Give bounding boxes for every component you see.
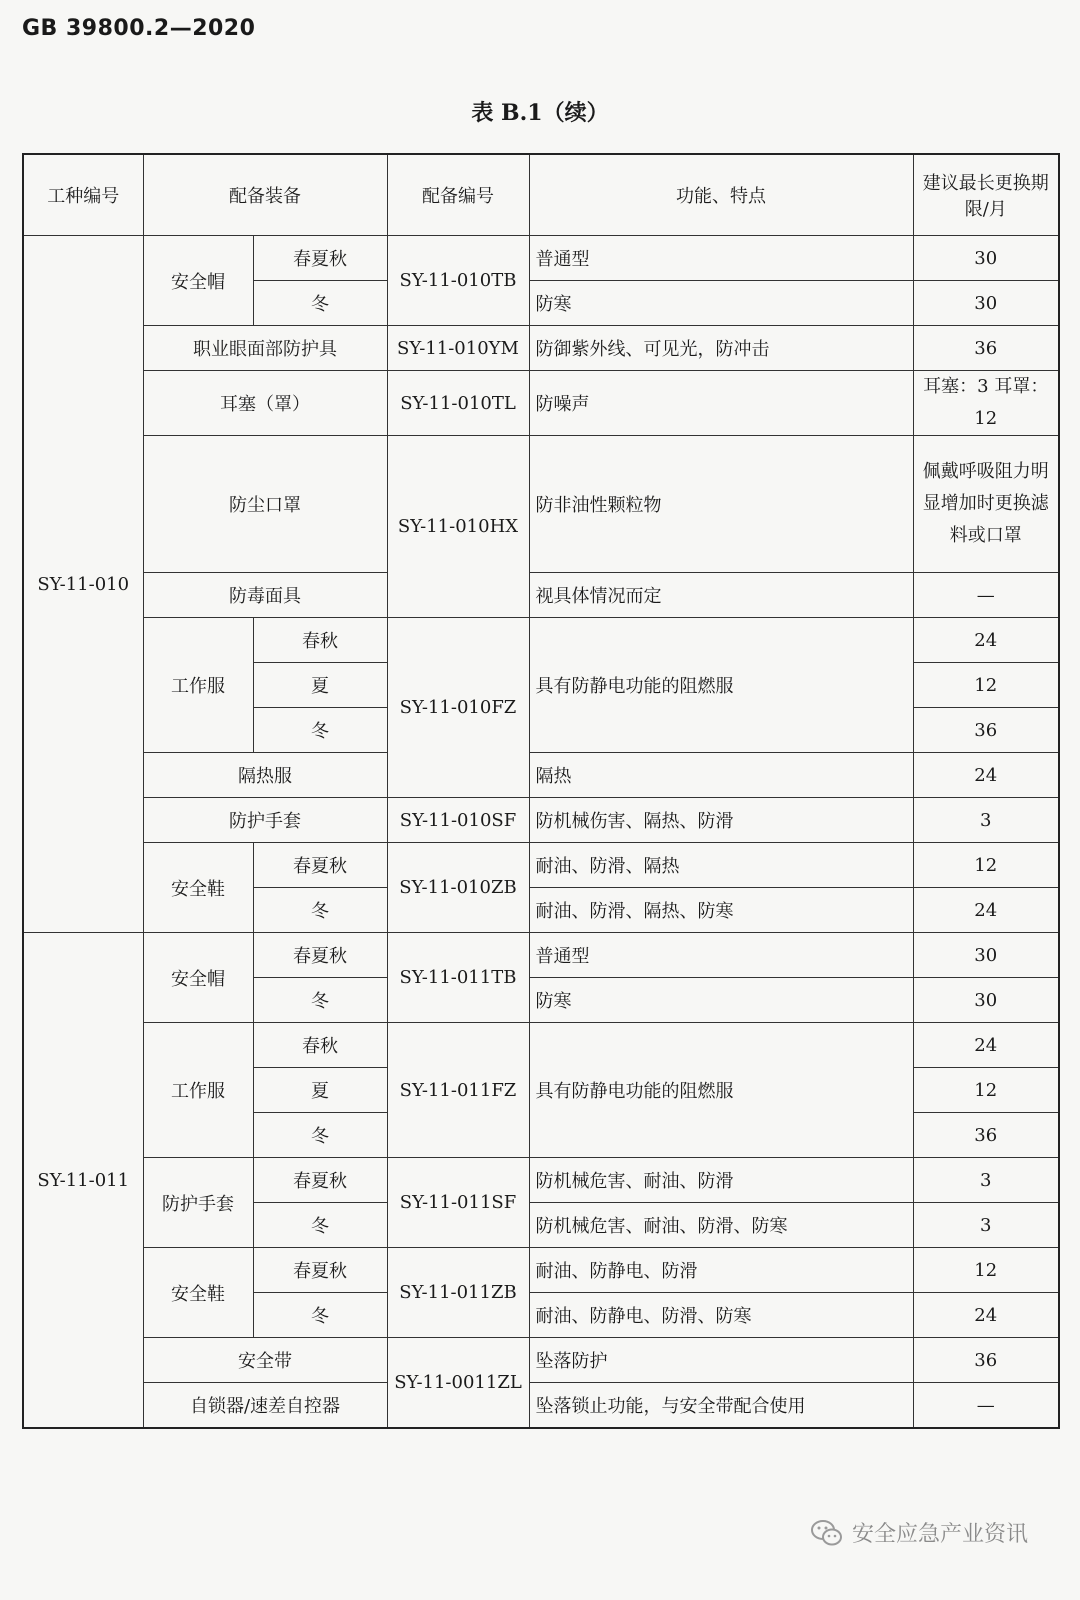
season-cell: 春夏秋 [253, 1158, 387, 1203]
equip-code-cell: SY-11-010ZB [387, 843, 529, 933]
function-cell: 防机械伤害、隔热、防滑 [529, 798, 913, 843]
table-title: 表 B.1（续） [471, 100, 609, 126]
equipment-cell: 自锁器/速差自控器 [143, 1383, 387, 1429]
table-row [23, 1338, 1059, 1383]
season-cell: 春夏秋 [253, 843, 387, 888]
period-cell: 30 [913, 236, 1059, 281]
season-cell: 春夏秋 [253, 236, 387, 281]
equip-code-cell: SY-11-0011ZL [387, 1338, 529, 1429]
function-cell: 耐油、防静电、防滑 [529, 1248, 913, 1293]
equipment-cell: 防毒面具 [143, 573, 387, 618]
period-cell: 24 [913, 1023, 1059, 1068]
table-row [23, 1158, 1059, 1203]
watermark [810, 1517, 1028, 1548]
job-code-cell: SY-11-010 [23, 236, 143, 933]
equip-code-cell: SY-11-010FZ [387, 618, 529, 798]
equipment-cell: 工作服 [143, 618, 253, 753]
period-cell: 12 [913, 1068, 1059, 1113]
period-cell: 36 [913, 1338, 1059, 1383]
period-cell: — [913, 1383, 1059, 1429]
table-row [23, 933, 1059, 978]
equip-code-cell: SY-11-010SF [387, 798, 529, 843]
table-row [23, 798, 1059, 843]
watermark-text: 安全应急产业资讯 [851, 1522, 1028, 1547]
period-cell: 佩戴呼吸阻力明显增加时更换滤料或口罩 [913, 436, 1059, 573]
season-cell: 冬 [253, 1113, 387, 1158]
equipment-cell: 安全鞋 [143, 1248, 253, 1338]
equip-code-cell: SY-11-010YM [387, 326, 529, 371]
function-cell: 具有防静电功能的阻燃服 [529, 618, 913, 753]
wechat-icon [810, 1519, 844, 1547]
period-cell: 36 [913, 1113, 1059, 1158]
equipment-cell: 隔热服 [143, 753, 387, 798]
column-header: 配备装备 [143, 154, 387, 236]
period-cell: 24 [913, 888, 1059, 933]
function-cell: 普通型 [529, 933, 913, 978]
table-row [23, 1248, 1059, 1293]
function-cell: 坠落锁止功能，与安全带配合使用 [529, 1383, 913, 1429]
season-cell: 冬 [253, 708, 387, 753]
function-cell: 防御紫外线、可见光，防冲击 [529, 326, 913, 371]
period-cell: 30 [913, 978, 1059, 1023]
table-row [23, 326, 1059, 371]
equipment-cell: 职业眼面部防护具 [143, 326, 387, 371]
equipment-cell: 安全帽 [143, 236, 253, 326]
equip-code-cell: SY-11-011ZB [387, 1248, 529, 1338]
function-cell: 耐油、防静电、防滑、防寒 [529, 1293, 913, 1338]
function-cell: 视具体情况而定 [529, 573, 913, 618]
function-cell: 耐油、防滑、隔热、防寒 [529, 888, 913, 933]
column-header: 建议最长更换期限/月 [913, 154, 1059, 236]
season-cell: 冬 [253, 888, 387, 933]
function-cell: 普通型 [529, 236, 913, 281]
period-cell: 24 [913, 1293, 1059, 1338]
equipment-cell: 工作服 [143, 1023, 253, 1158]
job-code-cell: SY-11-011 [23, 933, 143, 1429]
table-row [23, 618, 1059, 663]
season-cell: 冬 [253, 1293, 387, 1338]
table-row [23, 573, 1059, 618]
season-cell: 春秋 [253, 618, 387, 663]
equipment-cell: 安全鞋 [143, 843, 253, 933]
period-cell: 12 [913, 663, 1059, 708]
equipment-cell: 安全帽 [143, 933, 253, 1023]
period-cell: — [913, 573, 1059, 618]
period-cell: 30 [913, 933, 1059, 978]
season-cell: 春秋 [253, 1023, 387, 1068]
function-cell: 隔热 [529, 753, 913, 798]
column-header: 配备编号 [387, 154, 529, 236]
function-cell: 防非油性颗粒物 [529, 436, 913, 573]
equipment-table [22, 153, 1060, 1429]
period-cell: 30 [913, 281, 1059, 326]
season-cell: 夏 [253, 1068, 387, 1113]
equip-code-cell: SY-11-010TL [387, 371, 529, 436]
equipment-cell: 防尘口罩 [143, 436, 387, 573]
equip-code-cell: SY-11-010HX [387, 436, 529, 618]
function-cell: 坠落防护 [529, 1338, 913, 1383]
period-cell: 12 [913, 1248, 1059, 1293]
equip-code-cell: SY-11-011TB [387, 933, 529, 1023]
period-cell: 耳塞：3 耳罩：12 [913, 371, 1059, 436]
equipment-cell: 耳塞（罩） [143, 371, 387, 436]
equip-code-cell: SY-11-011SF [387, 1158, 529, 1248]
equip-code-cell: SY-11-011FZ [387, 1023, 529, 1158]
period-cell: 3 [913, 1203, 1059, 1248]
season-cell: 春夏秋 [253, 933, 387, 978]
period-cell: 12 [913, 843, 1059, 888]
season-cell: 冬 [253, 978, 387, 1023]
period-cell: 36 [913, 326, 1059, 371]
period-cell: 24 [913, 618, 1059, 663]
equipment-cell: 防护手套 [143, 798, 387, 843]
function-cell: 耐油、防滑、隔热 [529, 843, 913, 888]
table-row [23, 371, 1059, 436]
table-row [23, 1023, 1059, 1068]
function-cell: 防寒 [529, 281, 913, 326]
function-cell: 防机械危害、耐油、防滑 [529, 1158, 913, 1203]
period-cell: 3 [913, 1158, 1059, 1203]
table-header-row [23, 154, 1059, 236]
equip-code-cell: SY-11-010TB [387, 236, 529, 326]
function-cell: 防噪声 [529, 371, 913, 436]
function-cell: 防寒 [529, 978, 913, 1023]
table-row [23, 753, 1059, 798]
season-cell: 冬 [253, 281, 387, 326]
function-cell: 具有防静电功能的阻燃服 [529, 1023, 913, 1158]
standard-code: GB 39800.2—2020 [22, 16, 256, 41]
table-row [23, 236, 1059, 281]
equipment-cell: 防护手套 [143, 1158, 253, 1248]
table-row [23, 436, 1059, 573]
table-row [23, 843, 1059, 888]
equipment-cell: 安全带 [143, 1338, 387, 1383]
function-cell: 防机械危害、耐油、防滑、防寒 [529, 1203, 913, 1248]
column-header: 功能、特点 [529, 154, 913, 236]
period-cell: 36 [913, 708, 1059, 753]
season-cell: 春夏秋 [253, 1248, 387, 1293]
table-row [23, 1383, 1059, 1429]
column-header: 工种编号 [23, 154, 143, 236]
period-cell: 3 [913, 798, 1059, 843]
season-cell: 冬 [253, 1203, 387, 1248]
period-cell: 24 [913, 753, 1059, 798]
season-cell: 夏 [253, 663, 387, 708]
